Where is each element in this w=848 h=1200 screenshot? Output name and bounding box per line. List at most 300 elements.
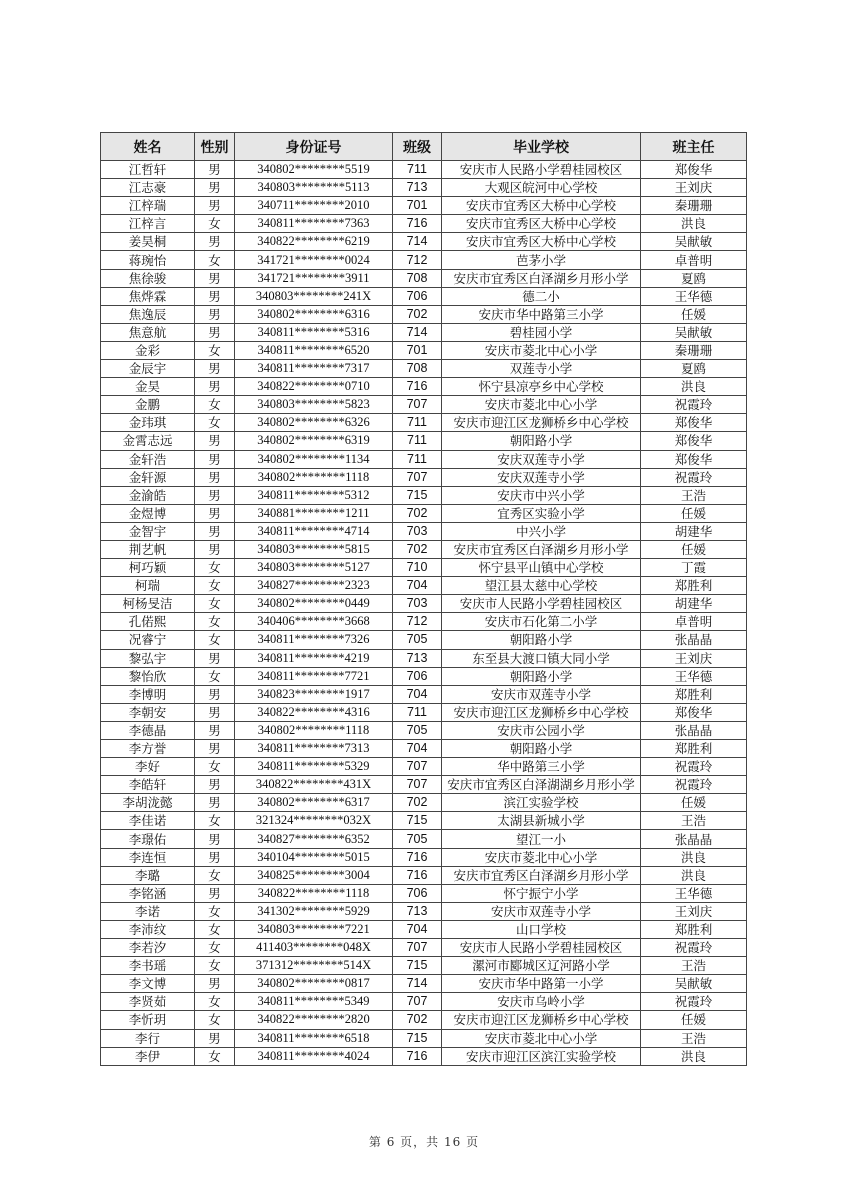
cell-gender: 男 — [195, 504, 235, 522]
table-row — [101, 920, 747, 938]
cell-graduated-school: 安庆市石化第二小学 — [442, 613, 641, 631]
cell-gender: 女 — [195, 758, 235, 776]
cell-id-number: 340811********4024 — [235, 1047, 393, 1065]
cell-gender: 男 — [195, 975, 235, 993]
cell-id-number: 340811********5349 — [235, 993, 393, 1011]
cell-graduated-school: 安庆市宜秀区白泽湖乡月形小学 — [442, 540, 641, 558]
table-row — [101, 341, 747, 359]
cell-name: 焦徐骏 — [101, 269, 195, 287]
cell-class: 706 — [393, 287, 442, 305]
cell-head-teacher: 洪良 — [641, 1047, 747, 1065]
cell-graduated-school: 安庆市双莲寺小学 — [442, 685, 641, 703]
cell-head-teacher: 王华德 — [641, 287, 747, 305]
cell-name: 焦烨霖 — [101, 287, 195, 305]
cell-graduated-school: 太湖县新城小学 — [442, 812, 641, 830]
header-id-number: 身份证号 — [235, 133, 393, 161]
cell-id-number: 340802********5519 — [235, 161, 393, 179]
cell-graduated-school: 芭茅小学 — [442, 251, 641, 269]
cell-class: 704 — [393, 740, 442, 758]
cell-name: 江志豪 — [101, 179, 195, 197]
cell-graduated-school: 安庆市双莲寺小学 — [442, 902, 641, 920]
cell-name: 金渝皓 — [101, 486, 195, 504]
cell-name: 李沛纹 — [101, 920, 195, 938]
cell-gender: 男 — [195, 486, 235, 504]
cell-id-number: 341721********0024 — [235, 251, 393, 269]
cell-class: 711 — [393, 432, 442, 450]
cell-head-teacher: 秦珊珊 — [641, 197, 747, 215]
table-body — [101, 161, 747, 1066]
cell-graduated-school: 安庆市菱北中心小学 — [442, 396, 641, 414]
cell-graduated-school: 安庆市迎江区滨江实验学校 — [442, 1047, 641, 1065]
cell-class: 714 — [393, 233, 442, 251]
cell-graduated-school: 安庆市迎江区龙狮桥乡中心学校 — [442, 703, 641, 721]
cell-id-number: 340803********5127 — [235, 559, 393, 577]
cell-class: 701 — [393, 341, 442, 359]
cell-head-teacher: 王浩 — [641, 812, 747, 830]
cell-name: 李伊 — [101, 1047, 195, 1065]
cell-id-number: 340823********1917 — [235, 685, 393, 703]
cell-gender: 女 — [195, 920, 235, 938]
cell-id-number: 340811********6518 — [235, 1029, 393, 1047]
cell-head-teacher: 吴献敏 — [641, 975, 747, 993]
cell-id-number: 340811********5312 — [235, 486, 393, 504]
cell-name: 焦意航 — [101, 323, 195, 341]
cell-graduated-school: 安庆市华中路第三小学 — [442, 305, 641, 323]
cell-graduated-school: 安庆市宜秀区白泽湖乡月形小学 — [442, 866, 641, 884]
cell-graduated-school: 中兴小学 — [442, 522, 641, 540]
cell-gender: 男 — [195, 685, 235, 703]
cell-head-teacher: 丁霞 — [641, 559, 747, 577]
cell-graduated-school: 安庆市宜秀区白泽湖乡月形小学 — [442, 269, 641, 287]
cell-id-number: 340811********7326 — [235, 631, 393, 649]
cell-class: 716 — [393, 215, 442, 233]
cell-name: 金煜博 — [101, 504, 195, 522]
cell-id-number: 340822********6219 — [235, 233, 393, 251]
table-row — [101, 559, 747, 577]
cell-id-number: 341302********5929 — [235, 902, 393, 920]
cell-id-number: 340802********6326 — [235, 414, 393, 432]
cell-name: 金鹏 — [101, 396, 195, 414]
cell-gender: 男 — [195, 468, 235, 486]
cell-name: 李文博 — [101, 975, 195, 993]
cell-id-number: 340811********7317 — [235, 360, 393, 378]
cell-graduated-school: 安庆市公园小学 — [442, 721, 641, 739]
cell-head-teacher: 郑胜利 — [641, 685, 747, 703]
cell-gender: 女 — [195, 993, 235, 1011]
cell-graduated-school: 安庆市人民路小学碧桂园校区 — [442, 939, 641, 957]
cell-class: 711 — [393, 161, 442, 179]
cell-head-teacher: 王刘庆 — [641, 902, 747, 920]
cell-graduated-school: 安庆市华中路第一小学 — [442, 975, 641, 993]
cell-name: 况睿宁 — [101, 631, 195, 649]
cell-graduated-school: 望江一小 — [442, 830, 641, 848]
cell-graduated-school: 望江县太慈中心学校 — [442, 577, 641, 595]
cell-name: 黎怡欣 — [101, 667, 195, 685]
cell-name: 江梓言 — [101, 215, 195, 233]
cell-id-number: 340802********1118 — [235, 721, 393, 739]
cell-class: 715 — [393, 486, 442, 504]
cell-name: 金昊 — [101, 378, 195, 396]
header-graduated-school: 毕业学校 — [442, 133, 641, 161]
cell-class: 702 — [393, 504, 442, 522]
cell-class: 703 — [393, 522, 442, 540]
cell-name: 李方誉 — [101, 740, 195, 758]
cell-gender: 女 — [195, 939, 235, 957]
cell-head-teacher: 郑胜利 — [641, 577, 747, 595]
cell-class: 707 — [393, 396, 442, 414]
table-row — [101, 414, 747, 432]
cell-graduated-school: 德二小 — [442, 287, 641, 305]
cell-gender: 男 — [195, 522, 235, 540]
cell-head-teacher: 王刘庆 — [641, 649, 747, 667]
cell-class: 713 — [393, 902, 442, 920]
cell-graduated-school: 安庆市迎江区龙狮桥乡中心学校 — [442, 414, 641, 432]
cell-gender: 女 — [195, 667, 235, 685]
cell-graduated-school: 大观区皖河中心学校 — [442, 179, 641, 197]
cell-head-teacher: 王华德 — [641, 884, 747, 902]
cell-graduated-school: 山口学校 — [442, 920, 641, 938]
cell-gender: 男 — [195, 703, 235, 721]
table-row — [101, 595, 747, 613]
table-row — [101, 939, 747, 957]
cell-id-number: 340803********5815 — [235, 540, 393, 558]
cell-graduated-school: 安庆市迎江区龙狮桥乡中心学校 — [442, 1011, 641, 1029]
table-row — [101, 215, 747, 233]
cell-class: 715 — [393, 1029, 442, 1047]
cell-head-teacher: 吴献敏 — [641, 323, 747, 341]
cell-name: 李佳诺 — [101, 812, 195, 830]
cell-graduated-school: 怀宁县平山镇中心学校 — [442, 559, 641, 577]
cell-name: 金智宇 — [101, 522, 195, 540]
cell-id-number: 340802********6317 — [235, 794, 393, 812]
cell-id-number: 340827********2323 — [235, 577, 393, 595]
cell-name: 李朝安 — [101, 703, 195, 721]
cell-gender: 女 — [195, 414, 235, 432]
cell-gender: 女 — [195, 1047, 235, 1065]
cell-head-teacher: 胡建华 — [641, 522, 747, 540]
cell-gender: 女 — [195, 1011, 235, 1029]
cell-graduated-school: 滨江实验学校 — [442, 794, 641, 812]
cell-graduated-school: 朝阳路小学 — [442, 631, 641, 649]
table-row — [101, 1029, 747, 1047]
table-row — [101, 830, 747, 848]
cell-id-number: 340811********6520 — [235, 341, 393, 359]
cell-name: 李连恒 — [101, 848, 195, 866]
cell-name: 金彩 — [101, 341, 195, 359]
cell-gender: 男 — [195, 233, 235, 251]
cell-head-teacher: 洪良 — [641, 848, 747, 866]
cell-id-number: 371312********514X — [235, 957, 393, 975]
cell-head-teacher: 任媛 — [641, 1011, 747, 1029]
cell-name: 李胡泷懿 — [101, 794, 195, 812]
cell-id-number: 340711********2010 — [235, 197, 393, 215]
cell-id-number: 340104********5015 — [235, 848, 393, 866]
table-row — [101, 269, 747, 287]
cell-gender: 女 — [195, 559, 235, 577]
cell-gender: 女 — [195, 396, 235, 414]
cell-gender: 男 — [195, 161, 235, 179]
cell-gender: 女 — [195, 251, 235, 269]
cell-id-number: 321324********032X — [235, 812, 393, 830]
cell-id-number: 340811********4219 — [235, 649, 393, 667]
cell-class: 706 — [393, 667, 442, 685]
cell-name: 李行 — [101, 1029, 195, 1047]
cell-class: 704 — [393, 685, 442, 703]
cell-graduated-school: 安庆市人民路小学碧桂园校区 — [442, 595, 641, 613]
cell-head-teacher: 祝霞玲 — [641, 396, 747, 414]
cell-head-teacher: 卓普明 — [641, 251, 747, 269]
cell-class: 716 — [393, 866, 442, 884]
table-row — [101, 848, 747, 866]
table-row — [101, 902, 747, 920]
cell-class: 701 — [393, 197, 442, 215]
cell-graduated-school: 安庆市人民路小学碧桂园校区 — [442, 161, 641, 179]
cell-id-number: 340811********5329 — [235, 758, 393, 776]
table-row — [101, 812, 747, 830]
cell-head-teacher: 王浩 — [641, 957, 747, 975]
cell-name: 金轩浩 — [101, 450, 195, 468]
cell-gender: 男 — [195, 323, 235, 341]
cell-id-number: 340811********7313 — [235, 740, 393, 758]
cell-graduated-school: 怀宁县凉亭乡中心学校 — [442, 378, 641, 396]
cell-id-number: 340803********5823 — [235, 396, 393, 414]
cell-name: 孔偌熙 — [101, 613, 195, 631]
cell-head-teacher: 任媛 — [641, 504, 747, 522]
table-row — [101, 776, 747, 794]
cell-id-number: 340822********1118 — [235, 884, 393, 902]
cell-name: 李璐 — [101, 866, 195, 884]
cell-class: 712 — [393, 613, 442, 631]
table-row — [101, 540, 747, 558]
cell-graduated-school: 安庆市乌岭小学 — [442, 993, 641, 1011]
cell-name: 柯瑞 — [101, 577, 195, 595]
table-row — [101, 794, 747, 812]
cell-head-teacher: 夏鸥 — [641, 269, 747, 287]
table-row — [101, 522, 747, 540]
cell-head-teacher: 洪良 — [641, 378, 747, 396]
cell-graduated-school: 朝阳路小学 — [442, 740, 641, 758]
header-class: 班级 — [393, 133, 442, 161]
table-row — [101, 631, 747, 649]
cell-id-number: 340802********1118 — [235, 468, 393, 486]
cell-head-teacher: 洪良 — [641, 866, 747, 884]
table-row — [101, 1047, 747, 1065]
cell-class: 705 — [393, 830, 442, 848]
table-row — [101, 504, 747, 522]
cell-gender: 女 — [195, 215, 235, 233]
cell-class: 707 — [393, 758, 442, 776]
cell-name: 黎弘宇 — [101, 649, 195, 667]
cell-class: 716 — [393, 378, 442, 396]
cell-name: 金霄志远 — [101, 432, 195, 450]
cell-id-number: 340811********7363 — [235, 215, 393, 233]
table-row — [101, 323, 747, 341]
table-row — [101, 649, 747, 667]
cell-gender: 男 — [195, 649, 235, 667]
cell-graduated-school: 东至县大渡口镇大同小学 — [442, 649, 641, 667]
cell-id-number: 340825********3004 — [235, 866, 393, 884]
cell-gender: 男 — [195, 776, 235, 794]
cell-head-teacher: 夏鸥 — [641, 360, 747, 378]
cell-class: 713 — [393, 179, 442, 197]
cell-id-number: 340802********0449 — [235, 595, 393, 613]
cell-head-teacher: 郑俊华 — [641, 161, 747, 179]
cell-graduated-school: 双莲寺小学 — [442, 360, 641, 378]
cell-head-teacher: 吴献敏 — [641, 233, 747, 251]
cell-id-number: 340811********5316 — [235, 323, 393, 341]
cell-head-teacher: 王华德 — [641, 667, 747, 685]
cell-name: 柯杨旻洁 — [101, 595, 195, 613]
cell-name: 李忻玥 — [101, 1011, 195, 1029]
cell-head-teacher: 郑胜利 — [641, 740, 747, 758]
header-gender: 性别 — [195, 133, 235, 161]
cell-name: 蒋琬怡 — [101, 251, 195, 269]
cell-gender: 女 — [195, 577, 235, 595]
cell-graduated-school: 漯河市郾城区辽河路小学 — [442, 957, 641, 975]
cell-gender: 男 — [195, 179, 235, 197]
table-row — [101, 577, 747, 595]
cell-id-number: 340822********2820 — [235, 1011, 393, 1029]
header-name: 姓名 — [101, 133, 195, 161]
cell-head-teacher: 任媛 — [641, 794, 747, 812]
cell-id-number: 340811********7721 — [235, 667, 393, 685]
cell-head-teacher: 郑俊华 — [641, 450, 747, 468]
cell-gender: 男 — [195, 1029, 235, 1047]
cell-gender: 男 — [195, 830, 235, 848]
cell-class: 705 — [393, 721, 442, 739]
cell-head-teacher: 郑俊华 — [641, 432, 747, 450]
cell-gender: 男 — [195, 432, 235, 450]
cell-gender: 女 — [195, 341, 235, 359]
table-row — [101, 1011, 747, 1029]
cell-name: 李璟佑 — [101, 830, 195, 848]
cell-head-teacher: 张晶晶 — [641, 830, 747, 848]
cell-class: 702 — [393, 794, 442, 812]
cell-graduated-school: 安庆市宜秀区大桥中心学校 — [442, 197, 641, 215]
cell-id-number: 340406********3668 — [235, 613, 393, 631]
table-row — [101, 884, 747, 902]
table-row — [101, 721, 747, 739]
cell-id-number: 411403********048X — [235, 939, 393, 957]
cell-graduated-school: 安庆双莲寺小学 — [442, 468, 641, 486]
table-row — [101, 667, 747, 685]
cell-name: 江哲轩 — [101, 161, 195, 179]
table-row — [101, 866, 747, 884]
table-row — [101, 957, 747, 975]
cell-name: 荆艺帆 — [101, 540, 195, 558]
table-row — [101, 179, 747, 197]
cell-id-number: 340803********241X — [235, 287, 393, 305]
header-head-teacher: 班主任 — [641, 133, 747, 161]
cell-class: 711 — [393, 414, 442, 432]
cell-name: 金辰宇 — [101, 360, 195, 378]
table-row — [101, 305, 747, 323]
cell-gender: 男 — [195, 848, 235, 866]
cell-gender: 女 — [195, 613, 235, 631]
cell-graduated-school: 华中路第三小学 — [442, 758, 641, 776]
student-roster-table — [100, 132, 747, 1066]
cell-name: 金轩源 — [101, 468, 195, 486]
cell-class: 713 — [393, 649, 442, 667]
cell-name: 李诺 — [101, 902, 195, 920]
cell-id-number: 340811********4714 — [235, 522, 393, 540]
cell-name: 姜昊桐 — [101, 233, 195, 251]
cell-name: 李铭涵 — [101, 884, 195, 902]
cell-class: 707 — [393, 993, 442, 1011]
cell-gender: 男 — [195, 884, 235, 902]
cell-class: 703 — [393, 595, 442, 613]
table-row — [101, 378, 747, 396]
cell-gender: 男 — [195, 450, 235, 468]
cell-name: 李皓轩 — [101, 776, 195, 794]
table-row — [101, 740, 747, 758]
table-row — [101, 450, 747, 468]
cell-head-teacher: 王浩 — [641, 1029, 747, 1047]
cell-class: 706 — [393, 884, 442, 902]
cell-class: 714 — [393, 323, 442, 341]
table-row — [101, 685, 747, 703]
cell-head-teacher: 洪良 — [641, 215, 747, 233]
cell-id-number: 340802********6319 — [235, 432, 393, 450]
table-row — [101, 758, 747, 776]
cell-head-teacher: 郑胜利 — [641, 920, 747, 938]
cell-class: 702 — [393, 1011, 442, 1029]
table-row — [101, 197, 747, 215]
table-row — [101, 703, 747, 721]
cell-id-number: 340881********1211 — [235, 504, 393, 522]
cell-class: 708 — [393, 360, 442, 378]
cell-class: 716 — [393, 848, 442, 866]
cell-class: 710 — [393, 559, 442, 577]
table-row — [101, 396, 747, 414]
cell-name: 李博明 — [101, 685, 195, 703]
table-row — [101, 975, 747, 993]
cell-head-teacher: 祝霞玲 — [641, 468, 747, 486]
cell-class: 712 — [393, 251, 442, 269]
cell-id-number: 340803********5113 — [235, 179, 393, 197]
cell-head-teacher: 王刘庆 — [641, 179, 747, 197]
cell-class: 715 — [393, 957, 442, 975]
cell-head-teacher: 祝霞玲 — [641, 939, 747, 957]
cell-graduated-school: 安庆市宜秀区白泽湖湖乡月形小学 — [442, 776, 641, 794]
cell-name: 李德晶 — [101, 721, 195, 739]
table-header-row — [101, 133, 747, 161]
cell-head-teacher: 祝霞玲 — [641, 776, 747, 794]
cell-id-number: 340802********1134 — [235, 450, 393, 468]
cell-id-number: 340802********0817 — [235, 975, 393, 993]
cell-id-number: 340803********7221 — [235, 920, 393, 938]
cell-head-teacher: 秦珊珊 — [641, 341, 747, 359]
cell-gender: 女 — [195, 957, 235, 975]
cell-class: 707 — [393, 468, 442, 486]
cell-name: 李好 — [101, 758, 195, 776]
cell-id-number: 340822********4316 — [235, 703, 393, 721]
cell-head-teacher: 任媛 — [641, 305, 747, 323]
cell-id-number: 340822********0710 — [235, 378, 393, 396]
cell-head-teacher: 张晶晶 — [641, 721, 747, 739]
cell-graduated-school: 碧桂园小学 — [442, 323, 641, 341]
table-row — [101, 287, 747, 305]
cell-class: 714 — [393, 975, 442, 993]
cell-head-teacher: 郑俊华 — [641, 414, 747, 432]
cell-graduated-school: 安庆市菱北中心小学 — [442, 848, 641, 866]
cell-gender: 男 — [195, 287, 235, 305]
cell-class: 704 — [393, 920, 442, 938]
cell-gender: 男 — [195, 305, 235, 323]
cell-gender: 男 — [195, 197, 235, 215]
cell-head-teacher: 卓普明 — [641, 613, 747, 631]
cell-gender: 男 — [195, 721, 235, 739]
